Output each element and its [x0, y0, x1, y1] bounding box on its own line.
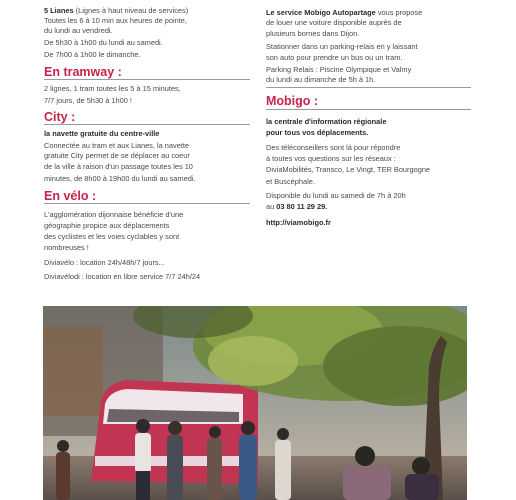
- phone-prefix: au: [266, 202, 277, 211]
- city-subtitle: la navette gratuite du centre-ville: [44, 129, 160, 138]
- bus-lianes-rest: (Lignes à haut niveau de services): [73, 6, 189, 15]
- autopartage-rest: vous propose: [375, 8, 423, 17]
- city-line-3: de la ville à raison d'un passage toutes les 10: [44, 162, 193, 171]
- tram-heading: En tramway :: [44, 65, 122, 79]
- tram-line-1: 2 lignes, 1 tram toutes les 5 à 15 minutes,: [44, 84, 181, 93]
- autopartage-line: [266, 8, 422, 17]
- velo-heading: En vélo :: [44, 189, 97, 203]
- mobigo-subtitle-1: la centrale d'information régionale: [266, 117, 387, 126]
- tram-street-photo: [43, 306, 467, 500]
- mobigo-heading: Mobigo :: [266, 94, 319, 108]
- mobigo-phone-line: [266, 202, 327, 211]
- mobigo-line-3: DiviaMobilités, Transco, Le Vingt, TER Bourgogne: [266, 165, 431, 174]
- mobigo-divider: [266, 109, 471, 110]
- tram-divider: [44, 79, 250, 80]
- city-line-2: gratuite City permet de se déplacer au coeur: [44, 151, 190, 160]
- velo-divider: [44, 203, 250, 204]
- mobigo-hours: Disponible du lundi au samedi de 7h à 20h: [266, 191, 406, 200]
- city-line-4: minutes, de 8h00 à 19h00 du lundi au samedi.: [44, 174, 196, 183]
- photo-illustration: [43, 306, 467, 500]
- city-line-1: Connectée au tram et aux Lianes, la navette: [44, 141, 190, 150]
- tram-line-2: 7/7 jours, de 5h30 à 1h00 !: [44, 96, 132, 105]
- autopartage-lead: Le service Mobigo Autopartage: [266, 8, 376, 17]
- autopartage-line-6: du lundi au dimanche de 5h à 1h.: [266, 75, 376, 84]
- velo-line-2: géographie propice aux déplacements: [44, 221, 170, 230]
- city-heading: City :: [44, 110, 76, 124]
- velo-line-4: nombreuses !: [44, 243, 89, 252]
- bus-line-1: Toutes les 6 à 10 min aux heures de pointe,: [44, 16, 187, 25]
- bus-lianes-line: [44, 6, 188, 15]
- bus-line-2: du lundi au vendredi.: [44, 26, 113, 35]
- city-divider: [44, 124, 250, 125]
- mobigo-url[interactable]: http://viamobigo.fr: [266, 218, 331, 227]
- mobigo-subtitle-2: pour tous vos déplacements.: [266, 128, 369, 137]
- autopartage-line-5: Parking Relais : Piscine Olympique et Valmy: [266, 65, 412, 74]
- bus-lianes-lead: 5 Lianes: [44, 6, 74, 15]
- velo-item-2: Diviavélodi : location en libre service 7/7 24h/24: [44, 272, 201, 281]
- velo-line-3: des cyclistes et les voies cyclables y sont: [44, 232, 180, 241]
- bus-line-3: De 5h30 à 1h00 du lundi au samedi.: [44, 38, 163, 47]
- velo-item-1: Diviavélo : location 24h/48h/7 jours...: [44, 258, 165, 267]
- velo-line-1: L'agglomération dijonnaise bénéficie d'une: [44, 210, 184, 219]
- mobigo-line-2: à toutes vos questions sur les réseaux :: [266, 154, 396, 163]
- autopartage-line-2: plusieurs bornes dans Dijon.: [266, 29, 360, 38]
- phone-number[interactable]: 03 80 11 29 29.: [276, 202, 328, 211]
- bus-line-4: De 7h00 à 1h00 le dimanche.: [44, 50, 141, 59]
- mobigo-top-divider: [266, 87, 471, 88]
- mobigo-line-1: Des téléconseillers sont là pour répondre: [266, 143, 401, 152]
- autopartage-line-1: de louer une voiture disponible auprès de: [266, 18, 402, 27]
- autopartage-line-3: Stationner dans un parking-relais en y laissant: [266, 42, 418, 51]
- autopartage-line-4: son auto pour prendre un bus ou un tram.: [266, 53, 403, 62]
- mobigo-line-4: et Buscéphale.: [266, 177, 315, 186]
